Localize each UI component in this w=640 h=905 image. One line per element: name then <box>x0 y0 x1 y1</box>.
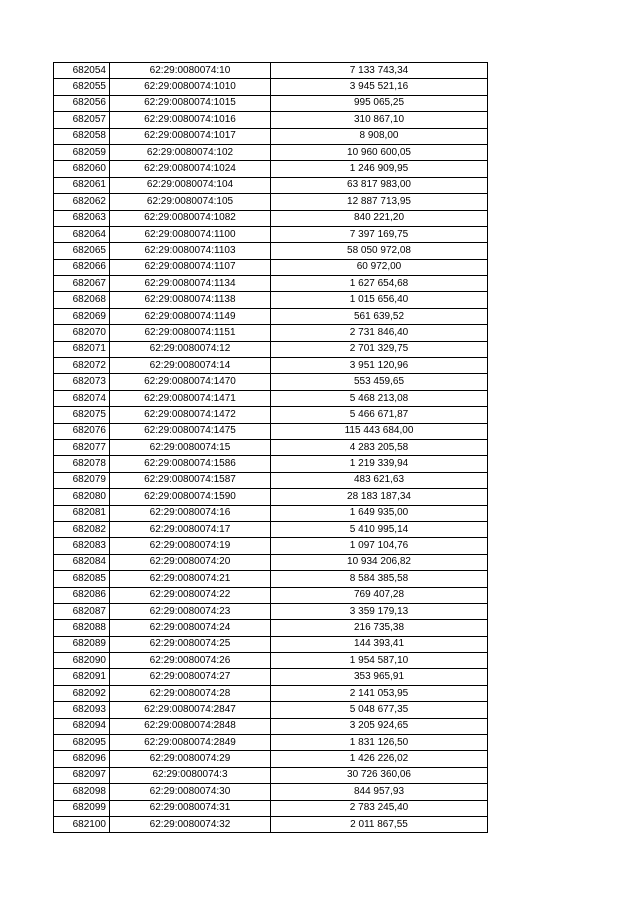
row-id-cell: 682059 <box>54 144 110 160</box>
row-id-cell: 682074 <box>54 390 110 406</box>
cadastral-number-cell: 62:29:0080074:17 <box>110 521 271 537</box>
cadastral-value-cell: 28 183 187,34 <box>271 489 488 505</box>
row-id-cell: 682055 <box>54 79 110 95</box>
cadastral-value-cell: 1 426 226,02 <box>271 751 488 767</box>
cadastral-value-cell: 2 141 053,95 <box>271 685 488 701</box>
table-row <box>54 653 488 669</box>
cadastral-number-cell: 62:29:0080074:1015 <box>110 95 271 111</box>
row-id-cell: 682075 <box>54 407 110 423</box>
row-id-cell: 682095 <box>54 735 110 751</box>
table-row <box>54 505 488 521</box>
cadastral-value-cell: 30 726 360,06 <box>271 767 488 783</box>
cadastral-number-cell: 62:29:0080074:26 <box>110 653 271 669</box>
row-id-cell: 682060 <box>54 161 110 177</box>
cadastral-number-cell: 62:29:0080074:25 <box>110 636 271 652</box>
row-id-cell: 682079 <box>54 472 110 488</box>
cadastral-value-cell: 8 908,00 <box>271 128 488 144</box>
table-row <box>54 95 488 111</box>
cadastral-value-cell: 144 393,41 <box>271 636 488 652</box>
cadastral-number-cell: 62:29:0080074:12 <box>110 341 271 357</box>
cadastral-value-cell: 483 621,63 <box>271 472 488 488</box>
cadastral-number-cell: 62:29:0080074:1149 <box>110 308 271 324</box>
cadastral-value-cell: 1 954 587,10 <box>271 653 488 669</box>
table-row <box>54 423 488 439</box>
cadastral-value-cell: 995 065,25 <box>271 95 488 111</box>
table-row <box>54 243 488 259</box>
cadastral-value-cell: 63 817 983,00 <box>271 177 488 193</box>
cadastral-number-cell: 62:29:0080074:29 <box>110 751 271 767</box>
cadastral-value-cell: 769 407,28 <box>271 587 488 603</box>
table-body <box>54 63 488 833</box>
cadastral-number-cell: 62:29:0080074:1586 <box>110 456 271 472</box>
cadastral-number-cell: 62:29:0080074:2849 <box>110 735 271 751</box>
table-row <box>54 603 488 619</box>
table-row <box>54 636 488 652</box>
row-id-cell: 682080 <box>54 489 110 505</box>
table-row <box>54 521 488 537</box>
row-id-cell: 682081 <box>54 505 110 521</box>
table-row <box>54 669 488 685</box>
row-id-cell: 682062 <box>54 194 110 210</box>
cadastral-value-cell: 1 627 654,68 <box>271 276 488 292</box>
row-id-cell: 682099 <box>54 800 110 816</box>
table-row <box>54 571 488 587</box>
row-id-cell: 682088 <box>54 620 110 636</box>
row-id-cell: 682076 <box>54 423 110 439</box>
cadastral-number-cell: 62:29:0080074:2848 <box>110 718 271 734</box>
cadastral-number-cell: 62:29:0080074:10 <box>110 63 271 79</box>
table-row <box>54 161 488 177</box>
table-row <box>54 210 488 226</box>
cadastral-number-cell: 62:29:0080074:15 <box>110 439 271 455</box>
table-row <box>54 128 488 144</box>
row-id-cell: 682067 <box>54 276 110 292</box>
cadastral-number-cell: 62:29:0080074:1100 <box>110 226 271 242</box>
cadastral-number-cell: 62:29:0080074:1134 <box>110 276 271 292</box>
row-id-cell: 682065 <box>54 243 110 259</box>
cadastral-number-cell: 62:29:0080074:1590 <box>110 489 271 505</box>
table-row <box>54 702 488 718</box>
cadastral-value-cell: 3 951 120,96 <box>271 358 488 374</box>
cadastral-number-cell: 62:29:0080074:30 <box>110 784 271 800</box>
table-row <box>54 439 488 455</box>
row-id-cell: 682069 <box>54 308 110 324</box>
row-id-cell: 682100 <box>54 816 110 832</box>
cadastral-value-cell: 2 701 329,75 <box>271 341 488 357</box>
row-id-cell: 682078 <box>54 456 110 472</box>
cadastral-number-cell: 62:29:0080074:1107 <box>110 259 271 275</box>
row-id-cell: 682083 <box>54 538 110 554</box>
table-row <box>54 308 488 324</box>
table-row <box>54 226 488 242</box>
table-row <box>54 358 488 374</box>
cadastral-number-cell: 62:29:0080074:102 <box>110 144 271 160</box>
cadastral-value-cell: 3 359 179,13 <box>271 603 488 619</box>
table-row <box>54 538 488 554</box>
table-row <box>54 407 488 423</box>
cadastral-value-cell: 60 972,00 <box>271 259 488 275</box>
cadastral-value-cell: 7 133 743,34 <box>271 63 488 79</box>
cadastral-number-cell: 62:29:0080074:31 <box>110 800 271 816</box>
cadastral-value-cell: 7 397 169,75 <box>271 226 488 242</box>
table-row <box>54 620 488 636</box>
cadastral-number-cell: 62:29:0080074:104 <box>110 177 271 193</box>
row-id-cell: 682061 <box>54 177 110 193</box>
cadastral-number-cell: 62:29:0080074:105 <box>110 194 271 210</box>
cadastral-number-cell: 62:29:0080074:1587 <box>110 472 271 488</box>
table-row <box>54 767 488 783</box>
cadastral-number-cell: 62:29:0080074:1010 <box>110 79 271 95</box>
cadastral-number-cell: 62:29:0080074:1138 <box>110 292 271 308</box>
table-row <box>54 735 488 751</box>
row-id-cell: 682057 <box>54 112 110 128</box>
cadastral-number-cell: 62:29:0080074:32 <box>110 816 271 832</box>
row-id-cell: 682073 <box>54 374 110 390</box>
cadastral-value-cell: 3 945 521,16 <box>271 79 488 95</box>
cadastral-value-cell: 5 048 677,35 <box>271 702 488 718</box>
cadastral-value-cell: 840 221,20 <box>271 210 488 226</box>
table-row <box>54 816 488 832</box>
data-table <box>53 62 488 833</box>
cadastral-value-cell: 310 867,10 <box>271 112 488 128</box>
cadastral-number-cell: 62:29:0080074:28 <box>110 685 271 701</box>
cadastral-number-cell: 62:29:0080074:27 <box>110 669 271 685</box>
cadastral-value-cell: 4 283 205,58 <box>271 439 488 455</box>
table-row <box>54 63 488 79</box>
cadastral-number-cell: 62:29:0080074:1470 <box>110 374 271 390</box>
row-id-cell: 682097 <box>54 767 110 783</box>
table-row <box>54 177 488 193</box>
row-id-cell: 682066 <box>54 259 110 275</box>
cadastral-number-cell: 62:29:0080074:23 <box>110 603 271 619</box>
table-row <box>54 79 488 95</box>
row-id-cell: 682096 <box>54 751 110 767</box>
row-id-cell: 682058 <box>54 128 110 144</box>
row-id-cell: 682070 <box>54 325 110 341</box>
row-id-cell: 682085 <box>54 571 110 587</box>
cadastral-value-cell: 2 011 867,55 <box>271 816 488 832</box>
cadastral-number-cell: 62:29:0080074:20 <box>110 554 271 570</box>
cadastral-value-cell: 58 050 972,08 <box>271 243 488 259</box>
table-row <box>54 292 488 308</box>
table-row <box>54 259 488 275</box>
cadastral-value-cell: 3 205 924,65 <box>271 718 488 734</box>
table-row <box>54 554 488 570</box>
table-row <box>54 194 488 210</box>
row-id-cell: 682087 <box>54 603 110 619</box>
cadastral-value-cell: 1 219 339,94 <box>271 456 488 472</box>
cadastral-value-cell: 553 459,65 <box>271 374 488 390</box>
row-id-cell: 682071 <box>54 341 110 357</box>
cadastral-number-cell: 62:29:0080074:19 <box>110 538 271 554</box>
cadastral-number-cell: 62:29:0080074:24 <box>110 620 271 636</box>
row-id-cell: 682064 <box>54 226 110 242</box>
cadastral-number-cell: 62:29:0080074:2847 <box>110 702 271 718</box>
row-id-cell: 682082 <box>54 521 110 537</box>
cadastral-value-cell: 5 468 213,08 <box>271 390 488 406</box>
table-row <box>54 685 488 701</box>
table-row <box>54 751 488 767</box>
cadastral-value-cell: 5 466 671,87 <box>271 407 488 423</box>
cadastral-value-cell: 10 934 206,82 <box>271 554 488 570</box>
row-id-cell: 682092 <box>54 685 110 701</box>
cadastral-number-cell: 62:29:0080074:1471 <box>110 390 271 406</box>
cadastral-number-cell: 62:29:0080074:21 <box>110 571 271 587</box>
row-id-cell: 682063 <box>54 210 110 226</box>
table-row <box>54 800 488 816</box>
cadastral-number-cell: 62:29:0080074:3 <box>110 767 271 783</box>
cadastral-value-cell: 12 887 713,95 <box>271 194 488 210</box>
table-row <box>54 472 488 488</box>
table-row <box>54 112 488 128</box>
cadastral-value-cell: 216 735,38 <box>271 620 488 636</box>
cadastral-number-cell: 62:29:0080074:1024 <box>110 161 271 177</box>
cadastral-number-cell: 62:29:0080074:1475 <box>110 423 271 439</box>
row-id-cell: 682094 <box>54 718 110 734</box>
cadastral-value-cell: 844 957,93 <box>271 784 488 800</box>
cadastral-value-cell: 2 783 245,40 <box>271 800 488 816</box>
cadastral-number-cell: 62:29:0080074:1016 <box>110 112 271 128</box>
row-id-cell: 682068 <box>54 292 110 308</box>
cadastral-number-cell: 62:29:0080074:14 <box>110 358 271 374</box>
row-id-cell: 682086 <box>54 587 110 603</box>
cadastral-value-cell: 1 246 909,95 <box>271 161 488 177</box>
cadastral-number-cell: 62:29:0080074:16 <box>110 505 271 521</box>
cadastral-value-cell: 1 097 104,76 <box>271 538 488 554</box>
row-id-cell: 682098 <box>54 784 110 800</box>
table-row <box>54 390 488 406</box>
table-row <box>54 587 488 603</box>
row-id-cell: 682077 <box>54 439 110 455</box>
row-id-cell: 682056 <box>54 95 110 111</box>
table-row <box>54 144 488 160</box>
table-row <box>54 784 488 800</box>
row-id-cell: 682093 <box>54 702 110 718</box>
cadastral-value-cell: 2 731 846,40 <box>271 325 488 341</box>
cadastral-value-cell: 5 410 995,14 <box>271 521 488 537</box>
row-id-cell: 682091 <box>54 669 110 685</box>
row-id-cell: 682054 <box>54 63 110 79</box>
row-id-cell: 682072 <box>54 358 110 374</box>
table-row <box>54 718 488 734</box>
cadastral-number-cell: 62:29:0080074:1017 <box>110 128 271 144</box>
cadastral-value-cell: 1 015 656,40 <box>271 292 488 308</box>
cadastral-number-cell: 62:29:0080074:1472 <box>110 407 271 423</box>
cadastral-value-cell: 115 443 684,00 <box>271 423 488 439</box>
cadastral-value-cell: 10 960 600,05 <box>271 144 488 160</box>
cadastral-value-cell: 1 649 935,00 <box>271 505 488 521</box>
cadastral-number-cell: 62:29:0080074:1151 <box>110 325 271 341</box>
cadastral-value-cell: 353 965,91 <box>271 669 488 685</box>
cadastral-number-cell: 62:29:0080074:22 <box>110 587 271 603</box>
cadastral-value-cell: 8 584 385,58 <box>271 571 488 587</box>
table-row <box>54 325 488 341</box>
table-row <box>54 456 488 472</box>
row-id-cell: 682089 <box>54 636 110 652</box>
cadastral-value-cell: 1 831 126,50 <box>271 735 488 751</box>
table-row <box>54 276 488 292</box>
cadastral-number-cell: 62:29:0080074:1082 <box>110 210 271 226</box>
row-id-cell: 682090 <box>54 653 110 669</box>
row-id-cell: 682084 <box>54 554 110 570</box>
cadastral-value-cell: 561 639,52 <box>271 308 488 324</box>
table-row <box>54 374 488 390</box>
table-row <box>54 341 488 357</box>
table-row <box>54 489 488 505</box>
cadastral-number-cell: 62:29:0080074:1103 <box>110 243 271 259</box>
